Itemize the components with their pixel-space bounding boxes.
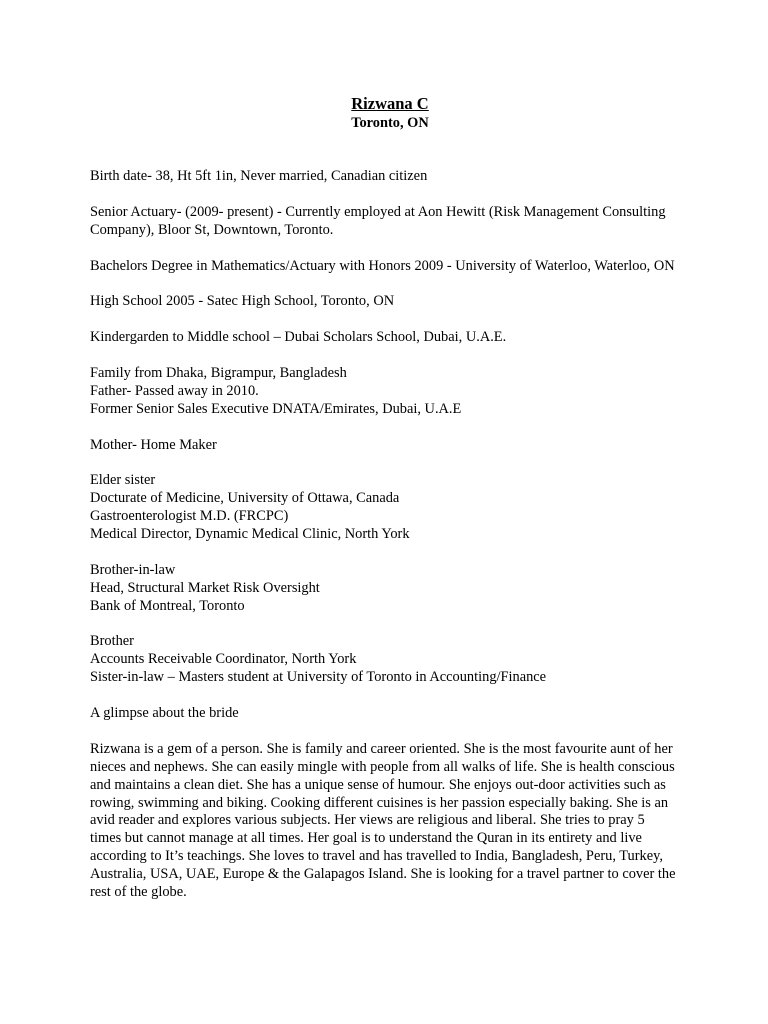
paragraph-university (90, 258, 690, 276)
bride-description: Rizwana is a gem of a person. She is family and career oriented. She is the most favourite aunt of her nieces and nephews. She can easily mingle with people from all walks of life. She is health conscious and maintains a clean diet. She has a unique sense of humour. She enjoys out-door activities such as rowing, swimming and biking. Cooking different cuisines is her passion especially baking. She is an avid reader and explores various subjects. Her views are religious and liberal. She tries to pray 5 times but cannot manage at all times. Her goal is to understand the Quran in its entirety and live according to It’s teachings. She loves to travel and has travelled to India, Bangladesh, Peru, Turkey, Australia, USA, UAE, Europe & the Galapagos Island. She is looking for a travel partner to cover the rest of the globe. (90, 740, 676, 901)
paragraph-family-father (90, 365, 690, 419)
paragraph-birth-details (90, 168, 690, 186)
paragraph-brother (90, 633, 690, 687)
text-line: Docturate of Medicine, University of Ottawa, Canada (90, 490, 400, 507)
paragraph-brother-in-law (90, 562, 690, 616)
person-location: Toronto, ON (351, 115, 429, 131)
text-line: Birth date- 38, Ht 5ft 1in, Never married, Canadian citizen (90, 168, 428, 184)
text-line: Senior Actuary- (2009- present) - Currently employed at Aon Hewitt (Risk Management Consulting Company), Bloor St, Downtown, Toronto. (90, 203, 666, 238)
text-line: Father- Passed away in 2010. (90, 382, 259, 399)
paragraph-middle-school (90, 329, 690, 347)
text-line: Medical Director, Dynamic Medical Clinic, North York (90, 526, 410, 543)
paragraph-employment (90, 204, 690, 240)
paragraph-high-school (90, 293, 690, 311)
text-line: Brother-in-law (90, 561, 176, 578)
text-line: Family from Dhaka, Bigrampur, Bangladesh (90, 364, 347, 381)
document-page (90, 94, 690, 902)
paragraph-bride-heading (90, 705, 690, 723)
text-line: Bank of Montreal, Toronto (90, 597, 245, 614)
text-line: Brother (90, 633, 134, 650)
person-name: Rizwana C (351, 94, 429, 113)
text-line: High School 2005 - Satec High School, Toronto, ON (90, 293, 395, 310)
paragraph-mother (90, 437, 690, 455)
text-line: Head, Structural Market Risk Oversight (90, 579, 320, 596)
text-line: Gastroenterologist M.D. (FRCPC) (90, 508, 289, 525)
paragraph-elder-sister (90, 472, 690, 544)
text-line: Elder sister (90, 472, 156, 489)
text-line: Mother- Home Maker (90, 436, 217, 453)
text-line: Former Senior Sales Executive DNATA/Emirates, Dubai, U.A.E (90, 400, 462, 417)
text-line: Kindergarden to Middle school – Dubai Scholars School, Dubai, U.A.E. (90, 329, 507, 346)
text-line: A glimpse about the bride (90, 705, 239, 722)
title-block (90, 94, 690, 132)
text-line: Accounts Receivable Coordinator, North York (90, 651, 357, 668)
text-line: Sister-in-law – Masters student at University of Toronto in Accounting/Finance (90, 669, 547, 686)
text-line: Bachelors Degree in Mathematics/Actuary with Honors 2009 - University of Waterloo, Waterloo, ON (90, 257, 675, 274)
